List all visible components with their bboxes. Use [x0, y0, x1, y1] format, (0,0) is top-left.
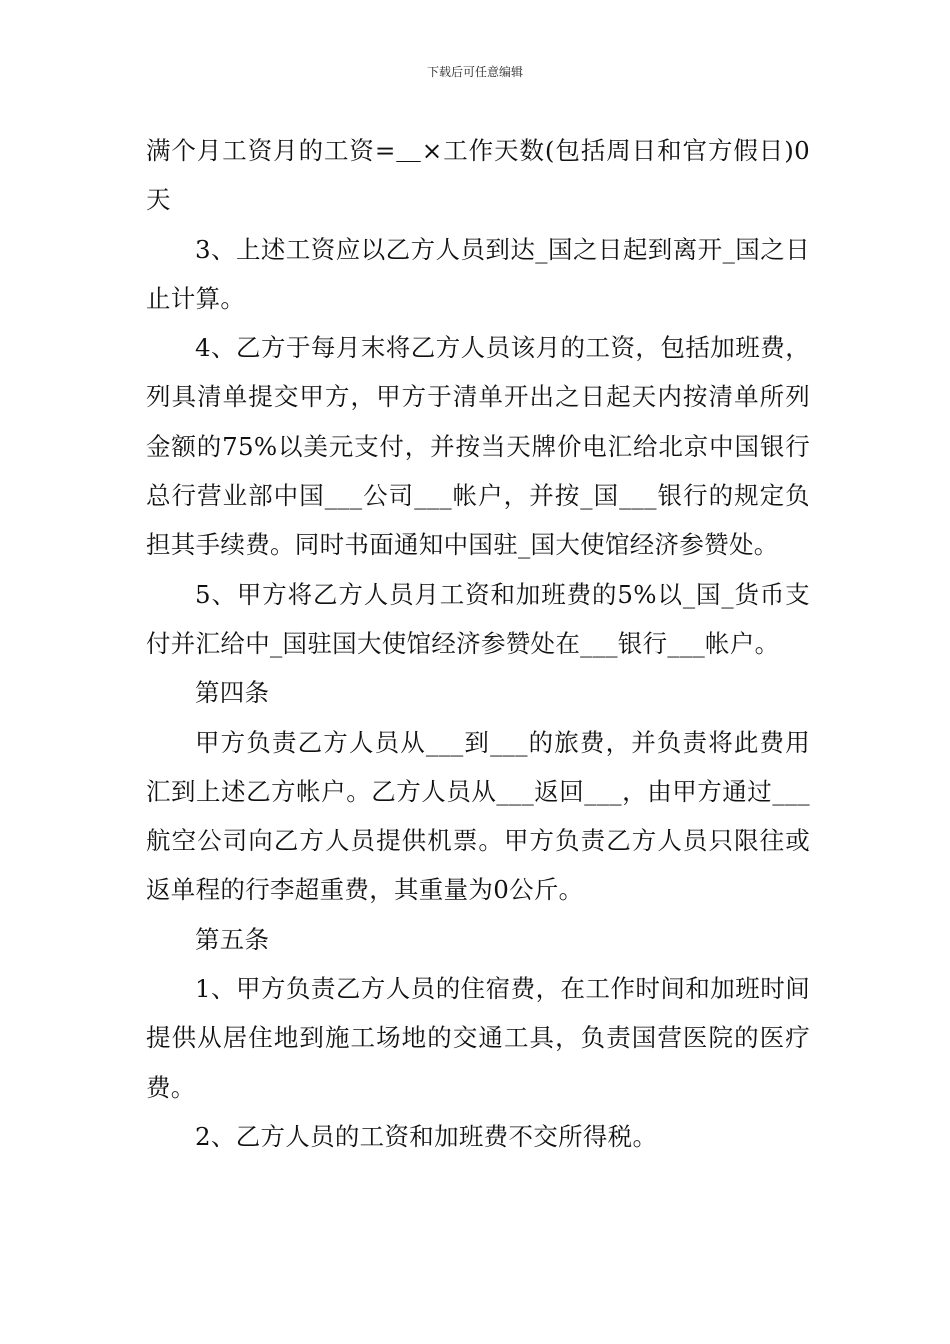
paragraph-clause-3: 3、上述工资应以乙方人员到达_国之日起到离开_国之日止计算。 — [146, 234, 810, 313]
document-body — [146, 126, 810, 1161]
article-5-heading: 第五条 — [195, 924, 270, 954]
article-4-heading: 第四条 — [195, 678, 270, 708]
paragraph-article-5-clause-2: 2、乙方人员的工资和加班费不交所得税。 — [195, 1121, 658, 1151]
paragraph-article-4-body: 甲方负责乙方人员从___到___的旅费，并负责将此费用汇到上述乙方帐户。乙方人员从___返回___，由甲方通过___航空公司向乙方人员提供机票。甲方负责乙方人员只限往或返单程的行李超重费，其重量为0公斤。 — [146, 727, 810, 905]
paragraph-wage-formula: 满个月工资月的工资=＿×工作天数(包括周日和官方假日)0天 — [146, 136, 810, 215]
paragraph-clause-4: 4、乙方于每月末将乙方人员该月的工资，包括加班费，列具清单提交甲方，甲方于清单开出之日起天内按清单所列金额的75%以美元支付，并按当天牌价电汇给北京中国银行总行营业部中国___公司___帐户，并按_国___银行的规定负担其手续费。同时书面通知中国驻_国大使馆经济参赞处。 — [146, 333, 810, 560]
paragraph-clause-5: 5、甲方将乙方人员月工资和加班费的5%以_国_货币支付并汇给中_国驻国大使馆经济参赞处在___银行___帐户。 — [146, 579, 810, 658]
paragraph-article-5-clause-1: 1、甲方负责乙方人员的住宿费，在工作时间和加班时间提供从居住地到施工场地的交通工具，负责国营医院的医疗费。 — [146, 974, 810, 1102]
page-header: 下载后可任意编辑 — [426, 65, 523, 79]
